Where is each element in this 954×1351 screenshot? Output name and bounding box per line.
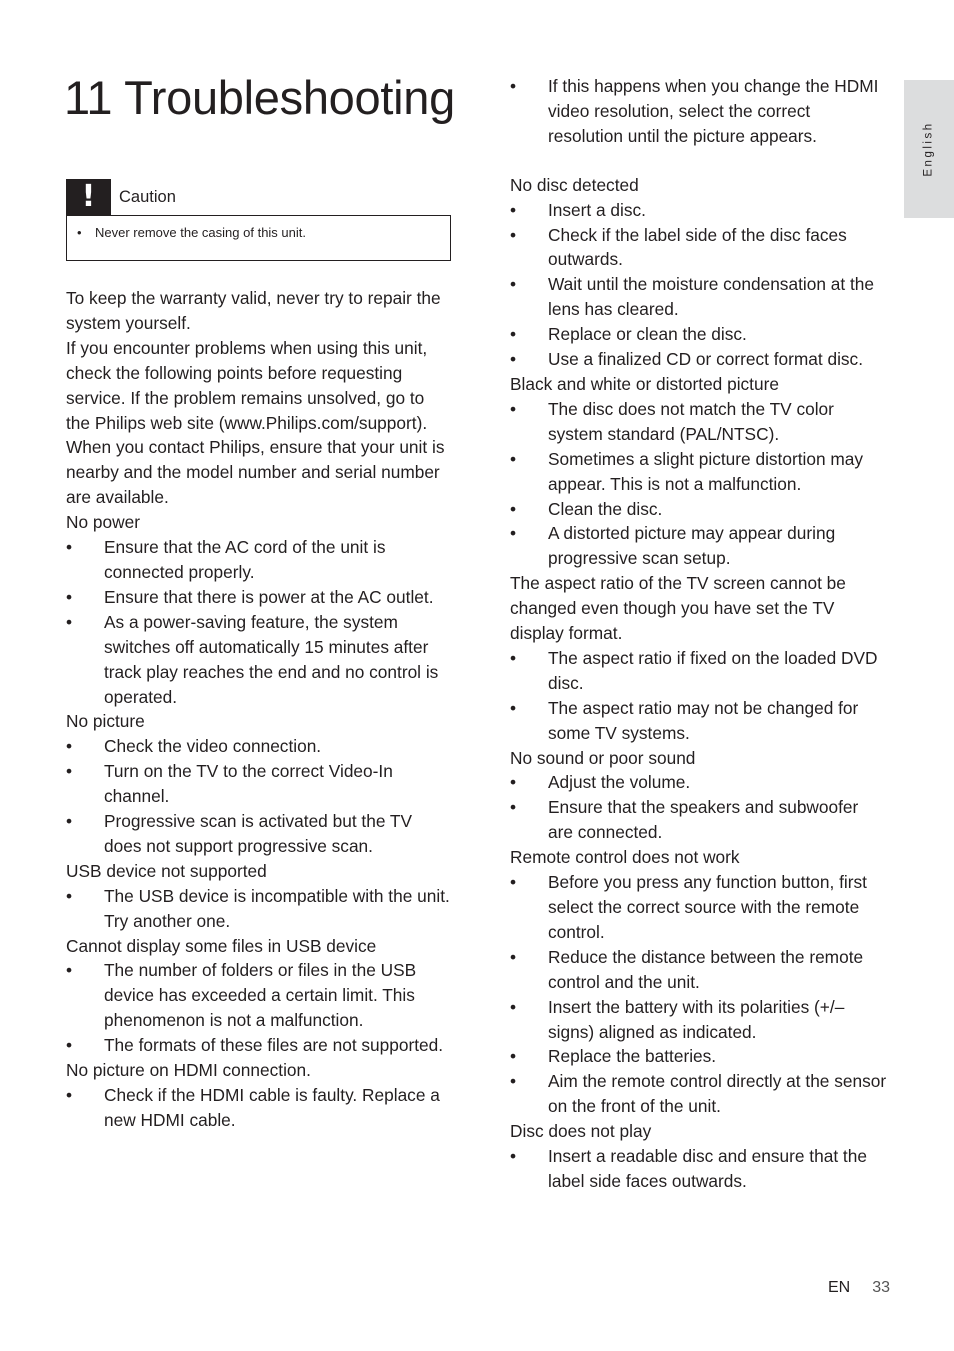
bullet-list [66, 734, 450, 859]
section-heading: Black and white or distorted picture [510, 373, 779, 394]
trouble-section [510, 571, 888, 745]
caution-item: Never remove the casing of this unit. [95, 225, 306, 240]
bullet-list [510, 198, 888, 372]
section-heading: No picture on HDMI connection. [66, 1060, 311, 1081]
trouble-section [66, 859, 450, 934]
bullet-list [510, 646, 888, 746]
list-item: • Ensure that the AC cord of the unit is connected properly. [66, 535, 450, 585]
list-item: • The USB device is incompatible with the unit. Try another one. [66, 884, 450, 934]
intro-paragraph: To keep the warranty valid, never try to repair the system yourself. [66, 288, 441, 333]
list-item: • Reduce the distance between the remote control and the unit. [510, 945, 888, 995]
list-item: • The aspect ratio if fixed on the loaded DVD disc. [510, 646, 888, 696]
trouble-section [510, 746, 888, 846]
caution-content [66, 215, 451, 261]
bullet-list [66, 884, 450, 934]
list-item: • Check the video connection. [66, 734, 450, 759]
list-item: • The formats of these files are not supported. [66, 1033, 450, 1058]
list-item: • Use a finalized CD or correct format disc. [510, 347, 888, 372]
list-item: • Turn on the TV to the correct Video-In channel. [66, 759, 450, 809]
bullet-list [66, 958, 450, 1058]
list-item: • If this happens when you change the HDMI video resolution, select the correct resolution until the picture appears. [510, 74, 888, 149]
page-number: 33 [872, 1279, 891, 1296]
list-item: • Replace or clean the disc. [510, 322, 888, 347]
language-tab-label: English [923, 121, 935, 177]
caution-box [66, 179, 451, 261]
left-sections [66, 510, 450, 1133]
language-tab [904, 80, 954, 218]
section-heading: USB device not supported [66, 860, 267, 881]
section-heading: No power [66, 512, 140, 533]
list-item: • Adjust the volume. [510, 770, 888, 795]
list-item: • Insert the battery with its polarities (+/– signs) aligned as indicated. [510, 995, 888, 1045]
right-column [510, 74, 888, 1194]
list-item: • Replace the batteries. [510, 1044, 888, 1069]
caution-header [66, 179, 451, 215]
list-item: • Progressive scan is activated but the TV does not support progressive scan. [66, 809, 450, 859]
bullet-list [510, 397, 888, 571]
section-heading: No picture [66, 711, 145, 732]
section-heading: Disc does not play [510, 1121, 652, 1142]
bullet-list [510, 870, 888, 1119]
trouble-section [510, 74, 888, 149]
list-item: • Check if the HDMI cable is faulty. Replace a new HDMI cable. [66, 1083, 450, 1133]
list-item: • The disc does not match the TV color system standard (PAL/NTSC). [510, 397, 888, 447]
right-sections [510, 74, 888, 1194]
list-item: • The number of folders or files in the USB device has exceeded a certain limit. This phenomenon is not a malfunction. [66, 958, 450, 1033]
left-column [66, 286, 450, 1133]
section-heading: The aspect ratio of the TV screen cannot be changed even though you have set the TV display format. [510, 573, 846, 644]
page-title: 11 Troubleshooting [64, 71, 455, 124]
list-item: • Insert a readable disc and ensure that the label side faces outwards. [510, 1144, 888, 1194]
trouble-section [66, 510, 450, 709]
exclamation-icon: ! [66, 179, 111, 215]
list-item: • The aspect ratio may not be changed for some TV systems. [510, 696, 888, 746]
section-heading: Cannot display some files in USB device [66, 935, 377, 956]
list-item: • As a power-saving feature, the system switches off automatically 15 minutes after track play reaches the end and no control is operated. [66, 610, 450, 710]
bullet-list [510, 1144, 888, 1194]
bullet-list [66, 1083, 450, 1133]
trouble-section [510, 372, 888, 571]
trouble-section [510, 173, 888, 372]
trouble-section [510, 845, 888, 1119]
section-heading: Remote control does not work [510, 847, 740, 868]
caution-label: Caution [119, 187, 176, 206]
intro-paragraph: If you encounter problems when using this unit, check the following points before requesting service. If the problem remains unsolved, go to the Philips web site (www.Philips.com/support). When you contact Philips, ensure that your unit is nearby and the model number and serial number are available. [66, 337, 445, 508]
list-item: • Ensure that there is power at the AC outlet. [66, 585, 450, 610]
list-item: • A distorted picture may appear during progressive scan setup. [510, 521, 888, 571]
list-item: • Insert a disc. [510, 198, 888, 223]
list-item: • Sometimes a slight picture distortion may appear. This is not a malfunction. [510, 447, 888, 497]
trouble-section [510, 1119, 888, 1194]
footer-language: EN [828, 1279, 851, 1296]
bullet-list [510, 74, 888, 149]
list-item: • Aim the remote control directly at the sensor on the front of the unit. [510, 1069, 888, 1119]
list-item: • Wait until the moisture condensation at the lens has cleared. [510, 272, 888, 322]
list-item: • Check if the label side of the disc faces outwards. [510, 223, 888, 273]
section-heading: No sound or poor sound [510, 747, 696, 768]
section-heading: No disc detected [510, 174, 639, 195]
trouble-section [66, 934, 450, 1059]
bullet-list [66, 535, 450, 709]
trouble-section [66, 709, 450, 858]
bullet-icon: • [77, 225, 82, 240]
page-footer [828, 1279, 890, 1297]
list-item: • Clean the disc. [510, 497, 888, 522]
trouble-section [66, 1058, 450, 1133]
list-item: • Ensure that the speakers and subwoofer are connected. [510, 795, 888, 845]
list-item: • Before you press any function button, first select the correct source with the remote control. [510, 870, 888, 945]
bullet-list [510, 770, 888, 845]
